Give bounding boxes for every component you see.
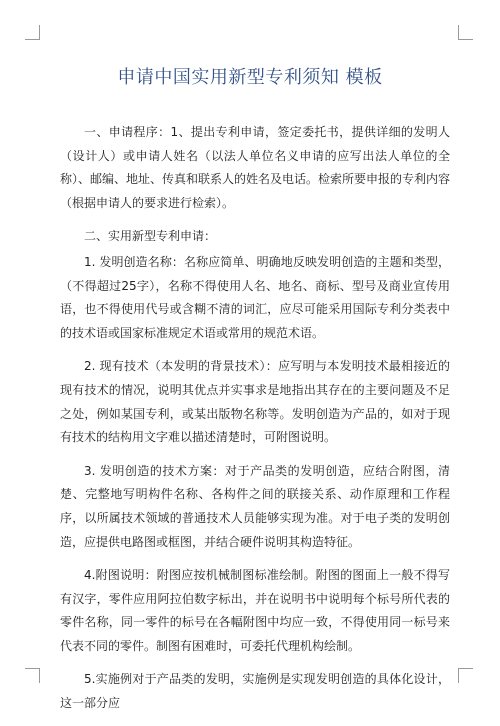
crop-mark-top-left	[25, 25, 40, 40]
paragraph-embodiment: 5.实施例对于产品类的发明，实施例是实现发明创造的具体化设计，这一部分应	[60, 672, 450, 711]
crop-mark-bottom-left	[25, 668, 40, 683]
paragraph-application-procedure: 一、申请程序：1、提出专利申请，签定委托书，提供详细的发明人（设计人）或申请人姓名（以法人单位名义申请的应写出法人单位的全称）、邮编、地址、传真和联系人的姓名及电话。检索所要申报的专利内容（根据申请人的要求进行检索）。	[60, 125, 451, 210]
paragraph-invention-name: 1. 发明创造名称：名称应简单、明确地反映发明创造的主题和类型，（不得超过25字），名称不得使用人名、地名、商标、型号及商业宣传用语，也不得使用代号或含糊不清的词汇，应尽可能采用国际专利分类表中的技术语或国家标准规定术语或常用的规范术语。	[60, 254, 450, 340]
paragraph-drawings: 4.附图说明：附图应按机械制图标准绘制。附图的图面上一般不得写有汉字，零件应用阿拉伯数字标出，并在说明书中说明每个标号所代表的零件名称，同一零件的标号在各幅附图中均应一致，不得使用同一标号来代表不同的零件。制图有困难时，可委托代理机构绘制。	[60, 568, 450, 653]
document-body	[60, 121, 450, 726]
document-title: 申请中国实用新型专利须知 模板	[117, 67, 383, 88]
paragraph-technical-solution: 3. 发明创造的技术方案：对于产品类的发明创造，应结合附图，清楚、完整地写明构件名称、各构件之间的联接关系、动作原理和工作程序，以所属技术领域的普通技术人员能够实现为准。对于电子类的发明创造，应提供电路图或框图，并结合硬件说明其构造特征。	[60, 463, 450, 549]
paragraph-prior-art: 2. 现有技术（本发明的背景技术）：应写明与本发明技术最相接近的现有技术的情况，说明其优点并实事求是地指出其存在的主要问题及不足之处，例如某国专利，或某出版物名称等。发明创造为产品的，如对于现有技术的结构用文字难以描述清楚时，可附图说明。	[60, 359, 450, 445]
paragraph-section-heading: 二、实用新型专利申请：	[84, 229, 217, 244]
crop-mark-bottom-right	[458, 668, 473, 683]
crop-mark-top-right	[458, 25, 473, 40]
